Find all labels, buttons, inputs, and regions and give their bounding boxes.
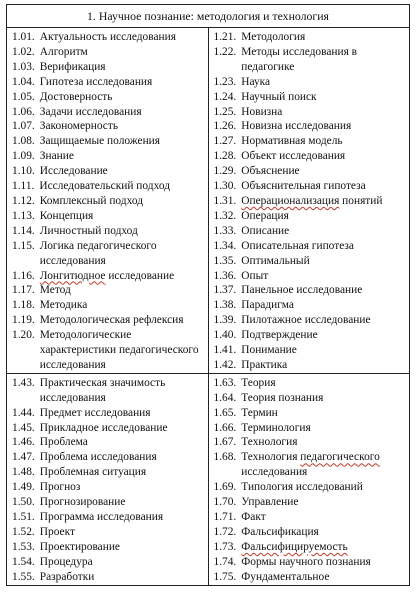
term-text: Проблема xyxy=(39,436,88,449)
glossary-document xyxy=(6,4,410,590)
term-number: 1.19. xyxy=(12,314,35,327)
top-right-cell xyxy=(208,28,410,374)
term-number: 1.42. xyxy=(213,358,237,371)
term-item xyxy=(214,555,406,570)
term-text: Практическая значимость исследования xyxy=(39,376,166,404)
term-number: 1.26. xyxy=(213,120,237,133)
term-number: 1.08. xyxy=(12,135,35,148)
term-number: 1.01. xyxy=(12,31,35,43)
term-text: Опыт xyxy=(241,269,269,282)
term-number: 1.31. xyxy=(213,194,237,207)
term-item xyxy=(214,406,406,421)
term-number: 1.12. xyxy=(12,194,35,207)
term-item xyxy=(214,149,406,164)
term-text: Панельное исследование xyxy=(241,284,363,297)
term-number: 1.65. xyxy=(213,406,237,419)
term-item xyxy=(12,283,204,298)
term-text: Фундаментальное xyxy=(241,570,330,583)
term-item xyxy=(214,283,406,298)
term-number: 1.23. xyxy=(213,75,237,88)
term-text: Подтверждение xyxy=(241,329,318,342)
term-number: 1.13. xyxy=(12,209,35,222)
term-item xyxy=(214,570,406,585)
term-item xyxy=(214,75,406,90)
term-text: Наука xyxy=(241,75,271,88)
term-item xyxy=(214,435,406,450)
term-text: Объяснение xyxy=(241,165,300,178)
term-text: Теория познания xyxy=(241,391,324,404)
term-item xyxy=(12,480,204,495)
term-text: Пилотажное исследование xyxy=(241,314,371,327)
term-text: Исследование xyxy=(39,165,108,178)
term-item xyxy=(12,555,204,570)
term-number: 1.41. xyxy=(213,344,237,357)
table-title: 1. Научное познание: методология и технология xyxy=(7,5,410,28)
term-item xyxy=(214,134,406,149)
term-number: 1.69. xyxy=(213,481,237,494)
term-item xyxy=(214,45,406,75)
term-text: Закономерность xyxy=(39,120,119,133)
term-item xyxy=(12,510,204,525)
term-number: 1.02. xyxy=(12,45,35,58)
term-number: 1.07. xyxy=(12,120,35,133)
term-item xyxy=(214,119,406,134)
term-number: 1.14. xyxy=(12,224,35,237)
term-text: Описательная гипотеза xyxy=(241,239,354,252)
term-text: Теория xyxy=(241,376,276,389)
term-number: 1.04. xyxy=(12,75,35,88)
term-text: Достоверность xyxy=(39,90,113,103)
term-text: Лонгитюдное исследование xyxy=(39,269,175,282)
term-text: Гипотеза исследования xyxy=(39,75,153,88)
term-item xyxy=(214,495,406,510)
term-number: 1.11. xyxy=(12,180,35,193)
term-item xyxy=(214,30,406,45)
term-text: Типология исследований xyxy=(241,481,363,494)
term-number: 1.50. xyxy=(12,496,35,509)
term-number: 1.32. xyxy=(213,209,237,222)
term-item xyxy=(12,525,204,540)
term-text: Проектирование xyxy=(39,540,120,553)
term-number: 1.53. xyxy=(12,540,35,553)
term-text: Фальсифицируемость xyxy=(241,540,348,553)
term-item xyxy=(12,421,204,436)
term-text: Новизна исследования xyxy=(241,120,352,133)
term-number: 1.35. xyxy=(213,254,237,267)
term-number: 1.05. xyxy=(12,90,35,103)
term-text: Термин xyxy=(241,406,278,419)
term-text: Проблемная ситуация xyxy=(39,466,147,479)
term-number: 1.30. xyxy=(213,180,237,193)
term-text: Технология педагогического исследования xyxy=(241,451,380,479)
term-text: Операция xyxy=(241,209,289,222)
term-item xyxy=(214,313,406,328)
term-text: Верификация xyxy=(39,60,106,73)
term-number: 1.40. xyxy=(213,329,237,342)
term-number: 1.45. xyxy=(12,421,35,434)
term-text: Проблема исследования xyxy=(39,451,157,464)
term-item xyxy=(12,30,204,45)
term-text: Программа исследования xyxy=(39,511,164,523)
term-item xyxy=(214,239,406,254)
term-text: Процедура xyxy=(39,555,93,568)
term-item xyxy=(12,134,204,149)
term-number: 1.24. xyxy=(213,90,237,103)
term-number: 1.39. xyxy=(213,314,237,327)
term-number: 1.48. xyxy=(12,466,35,479)
term-text: Оптимальный xyxy=(241,254,310,267)
term-list xyxy=(209,374,410,585)
term-text: Фальсификация xyxy=(241,525,319,538)
term-item xyxy=(214,269,406,284)
term-number: 1.21. xyxy=(213,31,237,43)
term-number: 1.28. xyxy=(213,150,237,163)
term-number: 1.63. xyxy=(213,376,237,389)
term-item xyxy=(214,254,406,269)
term-text: Операционализация понятий xyxy=(241,194,383,207)
term-item xyxy=(12,269,204,284)
term-item xyxy=(214,510,406,525)
term-text: Разработки xyxy=(39,570,95,583)
term-text: Описание xyxy=(241,224,290,237)
term-number: 1.44. xyxy=(12,406,35,419)
bottom-left-cell xyxy=(7,373,209,585)
top-left-cell xyxy=(7,28,209,374)
term-number: 1.37. xyxy=(213,284,237,297)
term-text: Защищаемые положения xyxy=(39,135,160,148)
term-text: Парадигма xyxy=(241,299,294,312)
term-number: 1.09. xyxy=(12,150,35,163)
term-text: Нормативная модель xyxy=(241,135,343,148)
term-text: Личностный подход xyxy=(39,224,138,237)
term-text: Методологическая рефлексия xyxy=(39,314,184,327)
term-item xyxy=(12,540,204,555)
term-number: 1.38. xyxy=(213,299,237,312)
term-number: 1.74. xyxy=(213,555,237,568)
term-number: 1.27. xyxy=(213,135,237,148)
term-list xyxy=(7,28,208,373)
term-text: Объект исследования xyxy=(241,150,346,163)
term-item xyxy=(214,179,406,194)
term-item xyxy=(214,90,406,105)
term-item xyxy=(214,298,406,313)
term-text: Новизна xyxy=(241,105,283,118)
term-item xyxy=(12,45,204,60)
term-text: Комплексный подход xyxy=(39,194,144,207)
term-text: Актуальность исследования xyxy=(39,31,176,43)
term-item xyxy=(12,435,204,450)
term-text: Метод xyxy=(39,284,71,297)
term-text: Знание xyxy=(39,150,74,163)
term-text: Методы исследования в педагогике xyxy=(241,45,358,73)
term-item xyxy=(12,376,204,406)
term-text: Предмет исследования xyxy=(39,406,151,419)
term-text: Факт xyxy=(241,511,266,523)
term-text: Прогноз xyxy=(39,481,81,494)
term-text: Концепция xyxy=(39,209,94,222)
term-number: 1.29. xyxy=(213,165,237,178)
term-item xyxy=(12,149,204,164)
term-number: 1.36. xyxy=(213,269,237,282)
term-number: 1.15. xyxy=(12,239,35,252)
term-item xyxy=(12,90,204,105)
term-number: 1.52. xyxy=(12,525,35,538)
term-number: 1.25. xyxy=(213,105,237,118)
term-number: 1.72. xyxy=(213,525,237,538)
term-item xyxy=(12,60,204,75)
term-item xyxy=(12,239,204,269)
term-text: Практика xyxy=(241,358,288,371)
term-item xyxy=(12,119,204,134)
term-number: 1.43. xyxy=(12,376,35,389)
term-text: Прогнозирование xyxy=(39,496,126,509)
term-item xyxy=(214,358,406,373)
term-text: Методологические характеристики педагогического исследования xyxy=(39,329,199,371)
term-item xyxy=(12,298,204,313)
term-item xyxy=(12,179,204,194)
term-item xyxy=(12,313,204,328)
term-number: 1.73. xyxy=(213,540,237,553)
term-number: 1.75. xyxy=(213,570,237,583)
term-list xyxy=(7,374,208,585)
term-item xyxy=(214,525,406,540)
term-text: Понимание xyxy=(241,344,297,357)
term-number: 1.49. xyxy=(12,481,35,494)
term-number: 1.16. xyxy=(12,269,35,282)
term-text: Объяснительная гипотеза xyxy=(241,180,366,193)
terms-table xyxy=(6,4,410,586)
term-item xyxy=(214,328,406,343)
term-item xyxy=(12,570,204,585)
term-number: 1.22. xyxy=(213,45,237,58)
term-item xyxy=(214,391,406,406)
term-item xyxy=(214,224,406,239)
term-text: Управление xyxy=(241,496,299,509)
term-item xyxy=(214,164,406,179)
term-number: 1.10. xyxy=(12,165,35,178)
term-item xyxy=(214,376,406,391)
term-text: Задачи исследования xyxy=(39,105,142,118)
term-text: Исследовательский подход xyxy=(39,180,170,193)
term-number: 1.54. xyxy=(12,555,35,568)
term-number: 1.34. xyxy=(213,239,237,252)
term-text: Прикладное исследование xyxy=(39,421,168,434)
term-item xyxy=(12,450,204,465)
term-text: Терминология xyxy=(241,421,311,434)
term-number: 1.68. xyxy=(213,451,237,464)
term-text: Алгоритм xyxy=(39,45,88,58)
term-text: Методика xyxy=(39,299,88,312)
term-number: 1.33. xyxy=(213,224,237,237)
term-item xyxy=(12,495,204,510)
term-number: 1.55. xyxy=(12,570,35,583)
term-item xyxy=(214,105,406,120)
term-text: Формы научного познания xyxy=(241,555,371,568)
term-item xyxy=(214,540,406,555)
term-item xyxy=(12,194,204,209)
term-item xyxy=(12,164,204,179)
term-number: 1.17. xyxy=(12,284,35,297)
term-number: 1.67. xyxy=(213,436,237,449)
term-item xyxy=(12,465,204,480)
term-number: 1.46. xyxy=(12,436,35,449)
term-text: Научный поиск xyxy=(241,90,317,103)
term-text: Методология xyxy=(241,31,306,43)
term-number: 1.66. xyxy=(213,421,237,434)
term-item xyxy=(12,406,204,421)
term-number: 1.70. xyxy=(213,496,237,509)
term-list xyxy=(209,28,410,373)
term-item xyxy=(214,421,406,436)
term-text: Технология xyxy=(241,436,298,449)
term-item xyxy=(12,224,204,239)
term-number: 1.06. xyxy=(12,105,35,118)
term-item xyxy=(12,209,204,224)
term-item xyxy=(12,328,204,373)
term-item xyxy=(214,209,406,224)
term-item xyxy=(214,480,406,495)
term-item xyxy=(214,343,406,358)
term-text: Проект xyxy=(39,525,75,538)
term-item xyxy=(12,75,204,90)
term-number: 1.51. xyxy=(12,511,35,523)
term-item xyxy=(214,194,406,209)
term-text: Логика педагогического исследования xyxy=(39,239,157,267)
term-item xyxy=(214,450,406,480)
term-number: 1.18. xyxy=(12,299,35,312)
term-item xyxy=(12,105,204,120)
bottom-right-cell xyxy=(208,373,410,585)
term-number: 1.64. xyxy=(213,391,237,404)
term-number: 1.20. xyxy=(12,329,35,342)
term-number: 1.47. xyxy=(12,451,35,464)
term-number: 1.03. xyxy=(12,60,35,73)
term-number: 1.71. xyxy=(213,511,237,523)
